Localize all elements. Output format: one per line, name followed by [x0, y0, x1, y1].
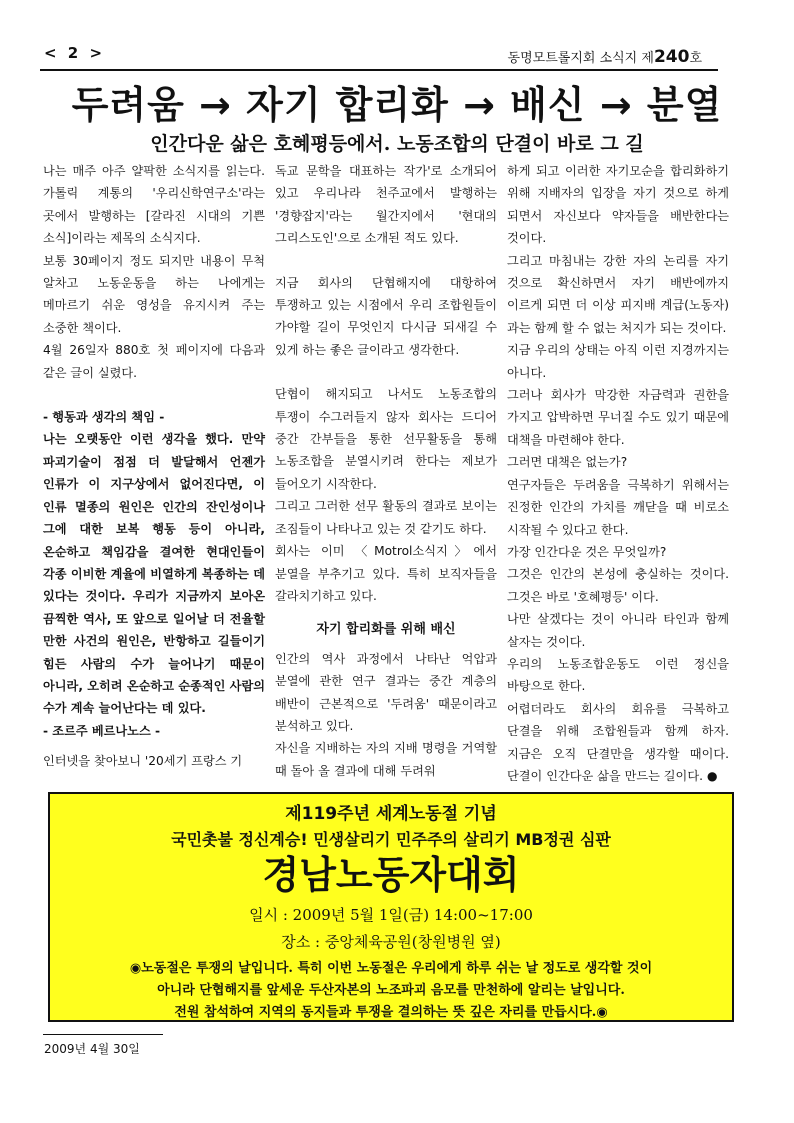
newsletter-name: 동명모트롤지회 소식지 제	[507, 51, 654, 66]
spacer	[43, 742, 265, 750]
poster-headline: 경남노동자대회	[262, 853, 520, 897]
column-3	[507, 160, 729, 787]
spacer	[275, 361, 497, 383]
paragraph: 4월 26일자 880호 첫 페이지에 다음과 같은 글이 실렸다.	[43, 343, 265, 380]
paragraph: 하게 되고 이러한 자기모순을 합리화하기 위해 지배자의 입장을 자기 것으로 하게 되면서 자신보다 약자들을 배반한다는 것이다.	[507, 164, 729, 246]
poster-message-line: ◉노동절은 투쟁의 날입니다. 특히 이번 노동절은 우리에게 하루 쉬는 날 정도로 생각할 것이	[129, 961, 653, 976]
poster-datetime: 일시 : 2009년 5월 1일(금) 14:00~17:00	[249, 906, 533, 924]
paragraph: 자신을 지배하는 자의 지배 명령을 거역할 때 돌아 올 결과에 대해 두려워	[275, 741, 497, 778]
header-divider	[40, 69, 718, 71]
paragraph: 연구자들은 두려움을 극복하기 위해서는 진정한 인간의 가치를 깨닫을 때 비로소 시작될 수 있다고 한다.	[507, 477, 729, 537]
rally-poster	[48, 792, 734, 1022]
paragraph: 지금 회사의 단협해지에 대항하여 투쟁하고 있는 시점에서 우리 조합원들이 가야할 길이 무엇인지 다시금 되새길 수 있게 하는 좋은 글이라고 생각한다.	[275, 275, 497, 357]
paragraph: 지금 우리의 상태는 아직 이런 지경까지는 아니다.	[507, 343, 729, 380]
poster-slogan: 국민촛불 정신계승! 민생살리기 민주주의 살리기 MB정권 심판	[171, 830, 611, 849]
paragraph: 그것은 인간의 본성에 충실하는 것이다. 그것은 바로 '호혜평등' 이다.	[507, 567, 729, 604]
poster-occasion: 제119주년 세계노동절 기념	[285, 804, 497, 824]
paragraph: 단협이 해지되고 나서도 노동조합의 투쟁이 수그러들지 않자 회사는 드디어 중간 간부들을 통한 선무활동을 통해 노동조합을 분열시키려 한다는 제보가 들어오기 시작한다.	[275, 387, 497, 491]
column-1	[43, 160, 265, 773]
quote-author: - 조르주 베르나노스 -	[43, 723, 161, 738]
article-subtitle: 인간다운 삶은 호혜평등에서. 노동조합의 단결이 바로 그 길	[150, 133, 644, 155]
paragraph: 회사는 이미 〈Motrol소식지〉에서 분열을 부추기고 있다. 특히 보직자들을 갈라치기하고 있다.	[275, 544, 497, 603]
newsletter-masthead	[508, 47, 702, 67]
paragraph: 보통 30페이지 정도 되지만 내용이 무척 알차고 노동운동을 하는 나에게는 메마르기 쉬운 영성을 유지시켜 주는 소중한 책이다.	[43, 253, 265, 335]
paragraph: 인터넷을 찾아보니 '20세기 프랑스 기	[43, 754, 243, 769]
paragraph: 독교 문학을 대표하는 작가'로 소개되어 있고 우리나라 천주교에서 발행하는 '경향잡지'라는 월간지에서 '현대의 그리스도인'으로 소개된 적도 있다.	[275, 164, 497, 246]
poster-message-line: 전원 참석하여 지역의 동지들과 투쟁을 결의하는 뜻 깊은 자리를 만듭시다.◉	[174, 1005, 608, 1020]
publication-date: 2009년 4월 30일	[44, 1042, 140, 1056]
paragraph: 그러면 대책은 없는가?	[507, 455, 628, 470]
paragraph: 어렵더라도 회사의 회유를 극복하고 단결을 위해 조합원들과 함께 하자. 지금은 오직 단결만을 생각할 때이다. 단결이 인간다운 삶을 만드는 길이다. ●	[507, 701, 729, 783]
paragraph: 나만 살겠다는 것이 아니라 타인과 함께 살자는 것이다.	[507, 612, 729, 649]
quote-heading: - 행동과 생각의 책임 -	[43, 410, 165, 425]
spacer	[275, 250, 497, 272]
paragraph: 그러나 회사가 막강한 자금력과 권한을 가지고 압박하면 무너질 수도 있기 때문에 대책을 마련해야 한다.	[507, 388, 729, 447]
spacer	[275, 607, 497, 619]
article-title: 두려움 → 자기 합리화 → 배신 → 분열	[71, 83, 723, 127]
page-number: < 2 >	[44, 44, 106, 62]
issue-number: 240	[653, 47, 690, 67]
column-2	[275, 160, 497, 782]
poster-message-line: 아니라 단협해지를 앞세운 두산자본의 노조파괴 음모를 만천하에 알리는 날입니다.	[157, 983, 625, 998]
quote-body: 나는 오랫동안 이런 생각을 했다. 만약 파괴기술이 점점 더 발달해서 언젠가 인류가 이 지구상에서 없어진다면, 이 인류 멸종의 원인은 인간의 잔인성이나 그에 대한 보복 행동 등이 아니라, 온순하고 책임감을 결여한 현대인들이 각종 이비한 계율에 비열하게 복종하는 데 있다는 것이다. 우리가 지금까지 보아온 끔찍한 역사, 또 앞으로 일어날 더 전율할 만한 사건의 원인은, 반항하고 길들이기 힘든 사람의 수가 늘어나기 때문이 아니라, 오히려 온순하고 순종적인 사람의 수가 계속 늘어난다는 데 있다.	[43, 432, 265, 716]
section-heading: 자기 합리화를 위해 배신	[316, 622, 456, 638]
poster-place: 장소 : 중앙체육공원(창원병원 옆)	[281, 933, 501, 951]
paragraph: 가장 인간다운 것은 무엇일까?	[507, 544, 667, 559]
paragraph: 나는 매주 아주 얄팍한 소식지를 읽는다. 가톨릭 계통의 '우리신학연구소'라는 곳에서 발행하는 [갈라진 시대의 기쁜 소식]이라는 제목의 소식지다.	[43, 164, 265, 246]
issue-suffix: 호	[689, 51, 702, 66]
paragraph: 우리의 노동조합운동도 이런 정신을 바탕으로 한다.	[507, 656, 729, 694]
paragraph: 그리고 그러한 선무 활동의 결과로 보이는 조짐들이 나타나고 있는 것 같기도 하다.	[275, 499, 497, 536]
paragraph: 인간의 역사 과정에서 나타난 억압과 분열에 관한 연구 결과는 중간 계층의 배반이 근본적으로 '두려움' 때문이라고 분석하고 있다.	[275, 651, 497, 733]
footer-divider	[43, 1034, 163, 1035]
spacer	[43, 384, 265, 406]
paragraph: 그리고 마침내는 강한 자의 논리를 자기 것으로 확신하면서 자기 배반에까지 이르게 되면 더 이상 피지배 계급(노동자)과는 함께 할 수 없는 처지가 되는 것이다.	[507, 253, 729, 335]
